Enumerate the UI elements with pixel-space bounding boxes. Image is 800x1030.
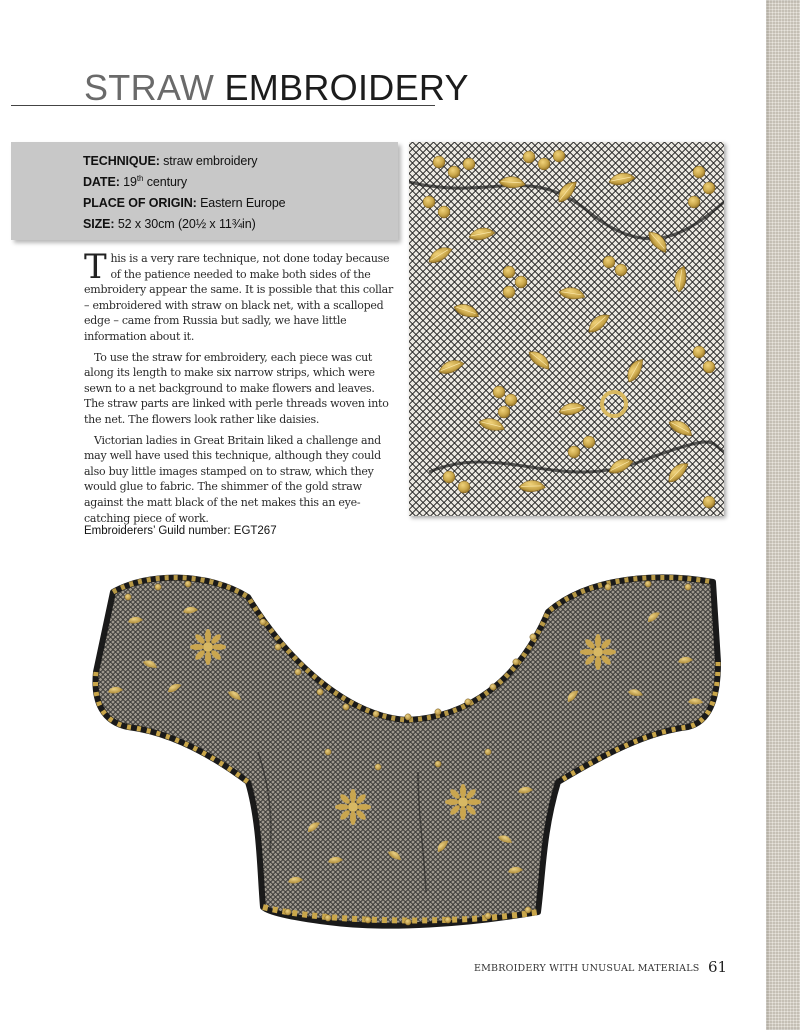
drop-cap: T — [84, 247, 107, 287]
running-head: EMBROIDERY WITH UNUSUAL MATERIALS — [474, 963, 700, 974]
title-part2: EMBROIDERY — [224, 67, 469, 108]
collar-photo — [88, 552, 724, 947]
info-box — [11, 142, 398, 240]
info-technique: TECHNIQUE: straw embroidery — [83, 154, 258, 168]
paragraph-1: This is a very rare technique, not done today because of the patience needed to make both sides of the embroidery appear the same. It is possible that this collar – embroidered with straw on black net, with a scalloped edge – came from Russia but sadly, we have little information about it. — [84, 247, 394, 343]
collar-net — [95, 577, 718, 925]
info-date: DATE: 19th century — [83, 174, 188, 189]
info-size: SIZE: 52 x 30cm (20½ x 11¾in) — [83, 217, 256, 231]
paragraph-2: To use the straw for embroidery, each piece was cut along its length to make six narrow strips, which were sewn to a net background to make flowers and leaves. The straw parts are linked with perle threads woven into the net. The flowers look rather like daisies. — [84, 350, 389, 426]
title-underline — [11, 105, 435, 106]
linen-edge-texture — [766, 0, 800, 1030]
guild-number: Embroiderers’ Guild number: EGT267 — [84, 525, 277, 537]
title-part1: STRAW — [84, 67, 215, 108]
closeup-photo — [409, 142, 724, 516]
closeup-photo-image — [409, 142, 724, 516]
body-text — [84, 247, 394, 531]
collar-photo-image — [88, 552, 724, 947]
page-number: 61 — [708, 958, 728, 976]
info-origin: PLACE OF ORIGIN: Eastern Europe — [83, 196, 286, 210]
paragraph-3: Victorian ladies in Great Britain liked a challenge and may well have used this technique, although they could also buy little images stamped on to straw, which they would glue to fabric. The shimmer of the gold straw against the matt black of the net makes this an eye-catching piece of work. — [84, 433, 381, 525]
